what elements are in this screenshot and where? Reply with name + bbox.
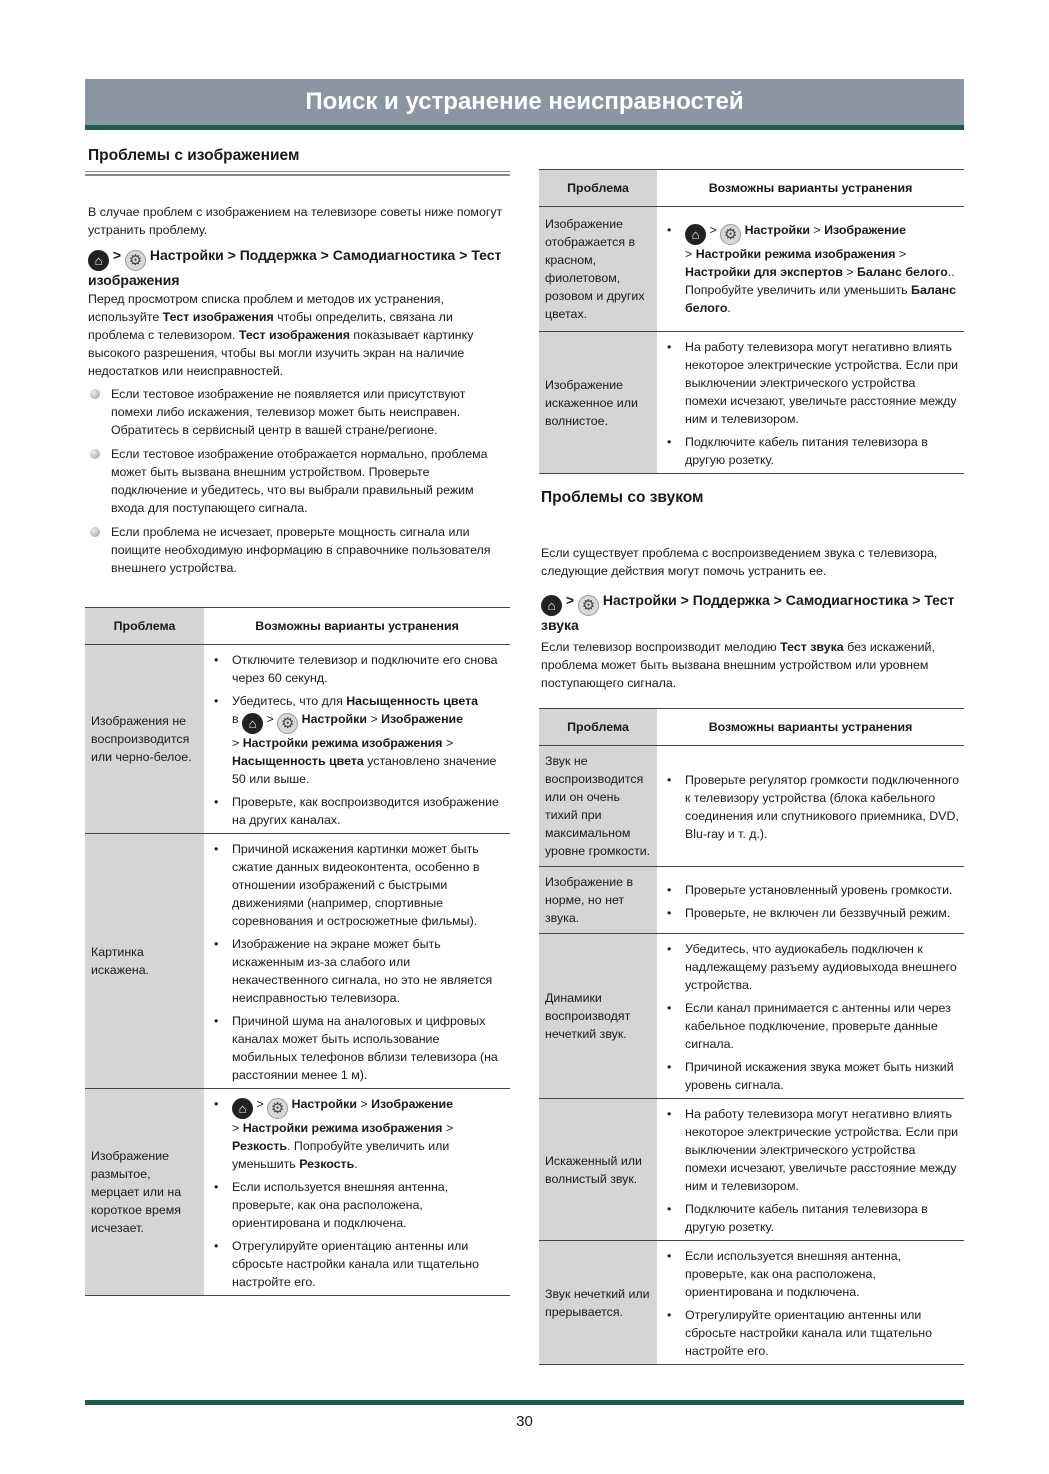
path-selfdiag: Самодиагностика xyxy=(332,247,456,263)
list-item: Если тестовое изображение отображается нормально, проблема может быть вызвана внешним устройством. Проверьте подключение и убедитесь, что вы выбрали правильный режим входа для поступающего сигнала. xyxy=(88,445,508,517)
path-test: Тест звука xyxy=(541,592,955,633)
table-row xyxy=(539,1099,964,1241)
solution-item: • Подключите кабель питания телевизора в другую розетку. xyxy=(665,1200,960,1236)
sound-intro: Если существует проблема с воспроизведением звука с телевизора, следующие действия могут помочь устранить ее. xyxy=(541,546,938,578)
solution-item: • Изображение на экране может быть искаженным из-за слабого или некачественного сигнала, но это не является неисправностью телевизора. xyxy=(212,935,506,1007)
solution-cell xyxy=(204,834,510,1089)
header-rule xyxy=(85,125,964,130)
column-header-problem: Проблема xyxy=(85,608,204,645)
solution-cell xyxy=(657,934,964,1099)
path-selfdiag: Самодиагностика xyxy=(785,592,909,608)
menu-expert: Настройки для экспертов xyxy=(685,265,843,279)
gear-icon: ⚙ xyxy=(720,224,741,245)
solution-item: • ⌂ > ⚙ Настройки > Изображение > Настройки режима изображения > Резкость. Попробуйте увеличить или уменьшить Резкость. xyxy=(212,1095,506,1173)
solution-item: • Убедитесь, что для Насыщенность цвета в ⌂ > ⚙ Настройки > Изображение > Настройки режима изображения > Насыщенность цвета установлено значение 50 или выше. xyxy=(212,692,506,788)
problem-cell: Искаженный или волнистый звук. xyxy=(539,1099,657,1241)
path-support: Поддержка xyxy=(239,247,317,263)
menu-picture-mode: Настройки режима изображения xyxy=(242,1121,443,1135)
solution-cell xyxy=(657,207,964,332)
path-settings: Настройки xyxy=(602,592,677,608)
home-icon: ⌂ xyxy=(242,713,263,734)
solution-item: • Отрегулируйте ориентацию антенны или сбросьте настройки канала или тщательно настройте его. xyxy=(665,1306,960,1360)
list-item: Если проблема не исчезает, проверьте мощность сигнала или поищите необходимую информацию в справочнике пользователя внешнего устройства. xyxy=(88,523,508,577)
menu-sharpness: Резкость xyxy=(299,1157,355,1171)
column-header-problem: Проблема xyxy=(539,170,657,207)
picture-bullet-list xyxy=(88,385,508,577)
solution-item: • Отключите телевизор и подключите его снова через 60 секунд. xyxy=(212,651,506,687)
desc-bold: Тест изображения xyxy=(238,328,350,342)
path-settings: Настройки xyxy=(149,247,224,263)
solution-cell xyxy=(657,332,964,474)
table-header-row xyxy=(85,608,510,645)
menu-settings: Настройки xyxy=(744,223,810,237)
column-header-solution: Возможны варианты устранения xyxy=(204,608,510,645)
menu-picture-mode: Настройки режима изображения xyxy=(695,247,896,261)
solution-item: • Подключите кабель питания телевизора в другую розетку. xyxy=(665,433,960,469)
problem-cell: Звук нечеткий или прерывается. xyxy=(539,1241,657,1365)
problem-cell: Изображение искаженное или волнистое. xyxy=(539,332,657,474)
solution-cell xyxy=(204,1089,510,1296)
list-item: Если тестовое изображение не появляется или присутствуют помехи либо искажения, телевизор может быть неисправен. Обратитесь в сервисный центр в вашей стране/регионе. xyxy=(88,385,508,439)
solution-item: • Проверьте регулятор громкости подключенного к телевизору устройства (блока кабельного соединения или спутникового приемника, DVD, Blu-ray и т. д.). xyxy=(665,771,960,843)
picture-description xyxy=(88,290,510,380)
picture-heading-rule xyxy=(85,171,510,176)
desc-bold: Тест изображения xyxy=(162,310,274,324)
solution-cell xyxy=(657,867,964,934)
gear-icon: ⚙ xyxy=(125,250,146,271)
desc-text: Перед просмотром списка проблем и методов их устранения, используйте xyxy=(88,292,444,324)
problem-cell: Изображение в норме, но нет звука. xyxy=(539,867,657,934)
solution-item: • На работу телевизора могут негативно влиять некоторое электрические устройства. Если при выключении электрического устройства помехи исчезают, увеличьте расстояние между ним и телевизором. xyxy=(665,338,960,428)
solution-item: • Проверьте, не включен ли беззвучный режим. xyxy=(665,904,960,922)
solution-item: • Если используется внешняя антенна, проверьте, как она расположена, ориентирована и подключена. xyxy=(665,1247,960,1301)
table-row xyxy=(539,332,964,474)
solution-cell xyxy=(204,645,510,834)
picture-problems-table-continued xyxy=(539,169,964,474)
solution-item: • Отрегулируйте ориентацию антенны или сбросьте настройки канала или тщательно настройте его. xyxy=(212,1237,506,1291)
menu-color-saturation: Насыщенность цвета xyxy=(346,694,479,708)
menu-settings: Настройки xyxy=(301,712,367,726)
solution-text: . Попробуйте увеличить или уменьшить xyxy=(685,265,955,297)
sound-menu-path: ⌂ > ⚙ Настройки > Поддержка > Самодиагностика > Тест звука xyxy=(541,592,955,633)
menu-picture: Изображение xyxy=(824,223,907,237)
solution-item: • Причиной шума на аналоговых и цифровых каналах может быть использование мобильных телефонов вблизи телевизора (на расстоянии менее 1 м). xyxy=(212,1012,506,1084)
problem-cell: Изображения не воспроизводится или черно-белое. xyxy=(85,645,204,834)
menu-picture: Изображение xyxy=(381,712,464,726)
home-icon: ⌂ xyxy=(232,1098,253,1119)
table-row xyxy=(539,207,964,332)
menu-settings: Настройки xyxy=(291,1097,357,1111)
picture-menu-path: ⌂ > ⚙ Настройки > Поддержка > Самодиагностика > Тест изображения xyxy=(88,247,502,288)
desc-text: Если телевизор воспроизводит мелодию xyxy=(541,640,781,654)
solution-item: • Проверьте, как воспроизводится изображение на других каналах. xyxy=(212,793,506,829)
home-icon: ⌂ xyxy=(541,595,562,616)
home-icon: ⌂ xyxy=(88,250,109,271)
desc-bold: Тест звука xyxy=(780,640,844,654)
table-header-row xyxy=(539,170,964,207)
column-header-problem: Проблема xyxy=(539,709,657,746)
picture-problems-table xyxy=(85,607,510,1296)
table-row xyxy=(539,867,964,934)
solution-cell xyxy=(657,1241,964,1365)
problem-cell: Изображение отображается в красном, фиолетовом, розовом и других цветах. xyxy=(539,207,657,332)
solution-item: • Убедитесь, что аудиокабель подключен к надлежащему разъему аудиовыхода внешнего устройства. xyxy=(665,940,960,994)
solution-text: Убедитесь, что для xyxy=(232,694,347,708)
solution-item: • Причиной искажения звука может быть низкий уровень сигнала. xyxy=(665,1058,960,1094)
problem-cell: Картинка искажена. xyxy=(85,834,204,1089)
problem-cell: Звук не воспроизводится или он очень тихий при максимальном уровне громкости. xyxy=(539,746,657,867)
sound-description xyxy=(541,638,963,692)
solution-item: • Если используется внешняя антенна, проверьте, как она расположена, ориентирована и подключена. xyxy=(212,1178,506,1232)
solution-cell xyxy=(657,1099,964,1241)
gear-icon: ⚙ xyxy=(578,595,599,616)
menu-picture: Изображение xyxy=(371,1097,454,1111)
solution-item: • Если канал принимается с антенны или через кабельное подключение, проверьте данные сигнала. xyxy=(665,999,960,1053)
solution-text: в xyxy=(232,712,239,726)
problem-cell: Динамики воспроизводят нечеткий звук. xyxy=(539,934,657,1099)
solution-text: установлено значение 50 или выше. xyxy=(232,754,497,786)
menu-picture-mode: Настройки режима изображения xyxy=(242,736,443,750)
menu-color-saturation: Насыщенность цвета xyxy=(232,754,364,768)
solution-item: • Проверьте установленный уровень громкости. xyxy=(665,881,960,899)
menu-white-balance: Баланс белого xyxy=(685,283,956,315)
table-row xyxy=(85,834,510,1089)
column-header-solution: Возможны варианты устранения xyxy=(657,170,964,207)
page-title: Поиск и устранение неисправностей xyxy=(85,79,964,125)
sound-heading: Проблемы со звуком xyxy=(541,489,704,506)
solution-text: . Попробуйте увеличить или уменьшить xyxy=(232,1139,450,1171)
home-icon: ⌂ xyxy=(685,224,706,245)
table-row xyxy=(85,645,510,834)
desc-text: без искажений, проблема может быть вызвана внешним устройством или уровнем поступающего сигнала. xyxy=(541,640,935,690)
path-test: Тест изображения xyxy=(88,247,502,288)
desc-text: чтобы определить, связана ли проблема с телевизором. xyxy=(88,310,453,342)
menu-sharpness: Резкость xyxy=(232,1139,288,1153)
table-row xyxy=(539,934,964,1099)
gear-icon: ⚙ xyxy=(267,1098,288,1119)
table-row xyxy=(539,746,964,867)
table-row xyxy=(85,1089,510,1296)
column-header-solution: Возможны варианты устранения xyxy=(657,709,964,746)
solution-cell xyxy=(657,746,964,867)
table-row xyxy=(539,1241,964,1365)
page-number: 30 xyxy=(516,1413,533,1430)
menu-white-balance: Баланс белого xyxy=(857,265,948,279)
gear-icon: ⚙ xyxy=(277,713,298,734)
solution-item: • ⌂ > ⚙ Настройки > Изображение > Настройки режима изображения > Настройки для экспертов > Баланс белого.. Попробуйте увеличить или уменьшить Баланс белого. xyxy=(665,221,960,317)
desc-text: показывает картинку высокого разрешения, чтобы вы могли изучить экран на наличие недостатков или неисправностей. xyxy=(88,328,474,378)
path-support: Поддержка xyxy=(692,592,770,608)
sound-problems-table xyxy=(539,708,964,1365)
table-header-row xyxy=(539,709,964,746)
footer-rule xyxy=(85,1400,964,1405)
problem-cell: Изображение размытое, мерцает или на короткое время исчезает. xyxy=(85,1089,204,1296)
solution-item: • На работу телевизора могут негативно влиять некоторое электрические устройства. Если при выключении электрического устройства помехи исчезают, увеличьте расстояние между ним и телевизором. xyxy=(665,1105,960,1195)
picture-intro: В случае проблем с изображением на телевизоре советы ниже помогут устранить проблему. xyxy=(88,205,503,237)
solution-item: • Причиной искажения картинки может быть сжатие данных видеоконтента, особенно в отношении изображений с быстрыми движениями (например, спортивные соревнования и остросюжетные фильмы). xyxy=(212,840,506,930)
picture-heading: Проблемы с изображением xyxy=(88,147,300,164)
